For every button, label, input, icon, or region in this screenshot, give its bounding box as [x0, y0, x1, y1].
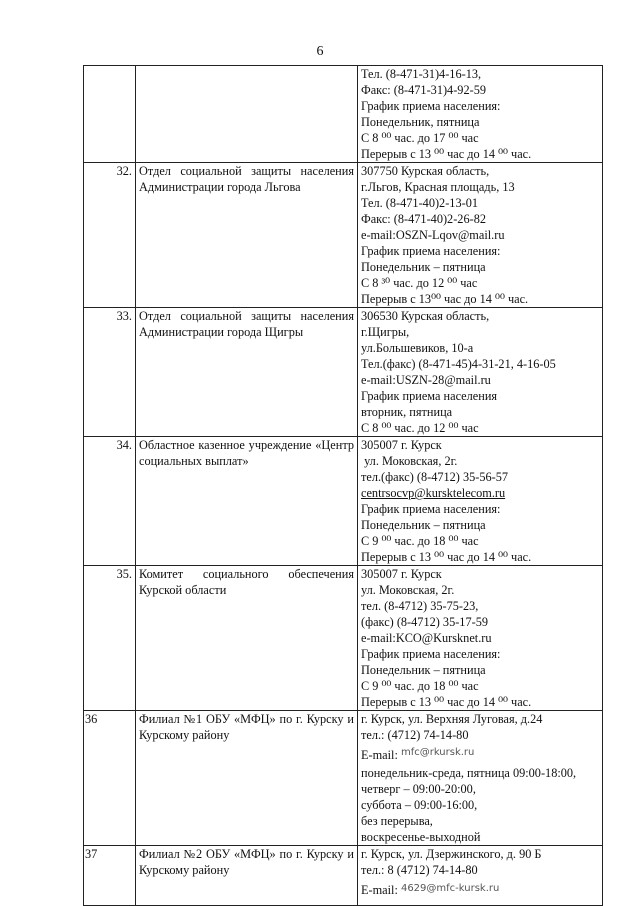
email-value[interactable]: 4629@mfc-kursk.ru	[400, 883, 500, 894]
contact-info	[358, 437, 603, 566]
contact-line: График приема населения:	[361, 99, 501, 113]
contact-line: Факс: (8-471-40)2-26-82	[361, 212, 486, 226]
contact-line: тел. (8-4712) 35-75-23,	[361, 599, 479, 613]
contact-line: ул. Моковская, 2г.	[361, 454, 458, 468]
contact-line	[361, 878, 599, 901]
contact-line: Тел. (8-471-31)4-16-13,	[361, 67, 482, 81]
contact-line: без перерыва,	[361, 814, 433, 828]
contact-line: г. Курск, ул. Дзержинского, д. 90 Б	[361, 847, 542, 861]
row-number: 34.	[84, 437, 136, 566]
page-number: 6	[316, 44, 324, 59]
organization-name: Филиал №2 ОБУ «МФЦ» по г. Курску и Курскому району	[136, 846, 358, 906]
contact-info	[358, 163, 603, 308]
row-number: 37	[84, 846, 136, 906]
contact-line: e-mail:OSZN-Lqov@mail.ru	[361, 228, 505, 242]
contact-info	[358, 846, 603, 906]
contact-line: Перерыв с 13⁰⁰ час до 14 ⁰⁰ час.	[361, 292, 529, 306]
table-row	[84, 163, 603, 308]
email-value[interactable]: mfc@rkursk.ru	[400, 747, 475, 758]
contact-line: 307750 Курская область,	[361, 164, 490, 178]
email-label: E-mail:	[361, 748, 401, 762]
contact-line: тел.: 8 (4712) 74-14-80	[361, 863, 478, 877]
contact-line: Понедельник – пятница	[361, 663, 486, 677]
contact-info	[358, 66, 603, 163]
contact-line: понедельник-среда, пятница 09:00-18:00,	[361, 766, 577, 780]
contact-line: вторник, пятница	[361, 405, 453, 419]
email-label: E-mail:	[361, 883, 401, 897]
contacts-table	[83, 65, 603, 906]
contact-line: С 8 ⁰⁰ час. до 12 ⁰⁰ час	[361, 421, 479, 435]
contact-line: г. Курск, ул. Верхняя Луговая, д.24	[361, 712, 543, 726]
organization-name: Филиал №1 ОБУ «МФЦ» по г. Курску и Курскому району	[136, 711, 358, 846]
contact-line: 305007 г. Курск	[361, 438, 442, 452]
table-row	[84, 437, 603, 566]
contact-line: Перерыв с 13 ⁰⁰ час до 14 ⁰⁰ час.	[361, 695, 532, 709]
contact-line	[361, 743, 599, 765]
organization-name	[136, 66, 358, 163]
table-row	[84, 66, 603, 163]
contact-line: График приема населения	[361, 389, 498, 403]
contact-line: График приема населения:	[361, 647, 501, 661]
contact-line: С 8 ⁰⁰ час. до 17 ⁰⁰ час	[361, 131, 479, 145]
contact-line: 305007 г. Курск	[361, 567, 442, 581]
contact-line: Тел. (8-471-40)2-13-01	[361, 196, 478, 210]
email-link[interactable]: centrsocvp@kursktelecom.ru	[361, 486, 506, 500]
contact-line: Факс: (8-471-31)4-92-59	[361, 83, 486, 97]
contact-line: тел.: (4712) 74-14-80	[361, 728, 469, 742]
contact-line: г.Щигры,	[361, 325, 410, 339]
organization-name: Областное казенное учреждение «Центр социальных выплат»	[136, 437, 358, 566]
contact-line: суббота – 09:00-16:00,	[361, 798, 478, 812]
contact-line: Тел.(факс) (8-471-45)4-31-21, 4-16-05	[361, 357, 556, 371]
contact-line: Понедельник – пятница	[361, 260, 486, 274]
contact-line: (факс) (8-4712) 35-17-59	[361, 615, 488, 629]
row-number: 33.	[84, 308, 136, 437]
table-row	[84, 846, 603, 906]
contact-info	[358, 711, 603, 846]
row-number	[84, 66, 136, 163]
contact-line: ул. Моковская, 2г.	[361, 583, 455, 597]
contact-line: График приема населения:	[361, 502, 501, 516]
contact-line: С 8 ³⁰ час. до 12 ⁰⁰ час	[361, 276, 478, 290]
contact-line: г.Льгов, Красная площадь, 13	[361, 180, 515, 194]
contact-line: Перерыв с 13 ⁰⁰ час до 14 ⁰⁰ час.	[361, 550, 532, 564]
organization-name: Отдел социальной защиты населения Администрации города Щигры	[136, 308, 358, 437]
table-row	[84, 308, 603, 437]
row-number: 36	[84, 711, 136, 846]
contact-line: С 9 ⁰⁰ час. до 18 ⁰⁰ час	[361, 679, 479, 693]
contact-line: ул.Большевиков, 10-а	[361, 341, 474, 355]
contact-line: четверг – 09:00-20:00,	[361, 782, 476, 796]
contact-line: e-mail:USZN-28@mail.ru	[361, 373, 491, 387]
table-row	[84, 566, 603, 711]
contact-line: 306530 Курская область,	[361, 309, 490, 323]
contact-line: Понедельник – пятница	[361, 518, 486, 532]
table-row	[84, 711, 603, 846]
contact-line: e-mail:KCO@Kursknet.ru	[361, 631, 492, 645]
organization-name: Отдел социальной защиты населения Администрации города Льгова	[136, 163, 358, 308]
contact-line: воскресенье-выходной	[361, 830, 481, 844]
contact-info	[358, 566, 603, 711]
contact-line: С 9 ⁰⁰ час. до 18 ⁰⁰ час	[361, 534, 479, 548]
contact-line: Понедельник, пятница	[361, 115, 480, 129]
contact-line: График приема населения:	[361, 244, 501, 258]
organization-name: Комитет социального обеспечения Курской области	[136, 566, 358, 711]
row-number: 35.	[84, 566, 136, 711]
contact-line: Перерыв с 13 ⁰⁰ час до 14 ⁰⁰ час.	[361, 147, 532, 161]
contact-line: тел.(факс) (8-4712) 35-56-57	[361, 470, 509, 484]
contact-info	[358, 308, 603, 437]
row-number: 32.	[84, 163, 136, 308]
